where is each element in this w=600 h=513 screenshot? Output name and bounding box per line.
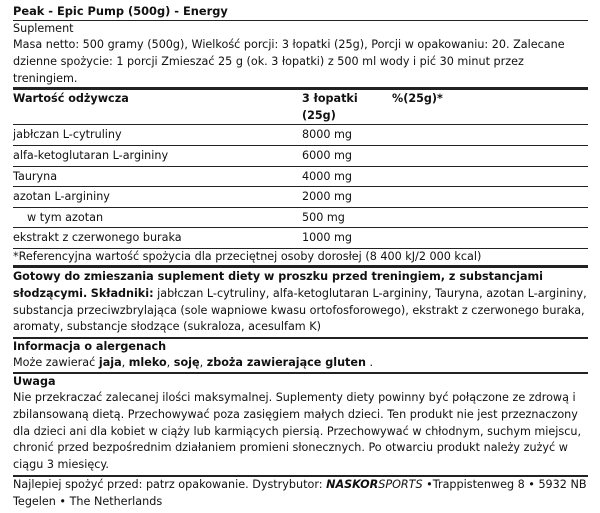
nutrition-row	[13, 145, 588, 166]
allergen-item: jaja	[98, 356, 122, 370]
nutrition-row	[13, 187, 588, 208]
allergen-item: soję	[173, 356, 200, 370]
nutrient-name: w tym azotan	[13, 207, 302, 228]
ingredients-section	[13, 268, 588, 336]
footer-line	[13, 477, 588, 510]
nutrition-row	[13, 125, 588, 146]
distributor-address: •Trappistenweg 8 • 5932 NB Tegelen • The Netherlands	[13, 478, 587, 508]
distributor-brand-rest: SPORTS	[378, 478, 423, 492]
nutrition-row	[13, 166, 588, 187]
nutrition-row	[13, 228, 588, 248]
nutrition-rows	[13, 125, 588, 248]
product-intro: Masa netto: 500 gramy (500g), Wielkość porcji: 3 łopatki (25g), Porcji w opakowaniu: 20. Zalecane dzienne spożycie: 1 porcji Zmieszać 25 g (ok. 3 łopatki) z 500 ml wody i pić 30 minut przez treningiem.	[13, 38, 565, 85]
allergens-prefix: Może zawierać	[13, 356, 96, 370]
nutrient-name: Tauryna	[13, 166, 302, 187]
nutrient-name: jabłczan L-cytruliny	[13, 125, 302, 146]
nutrient-value: 8000 mg	[302, 125, 392, 146]
ingredients-intro: Gotowy do zmieszania suplement diety w proszku przed treningiem, z substancjami słodzącymi.	[13, 270, 543, 300]
distributor-brand-bold: NASKOR	[326, 478, 379, 492]
nutrient-percent	[392, 187, 588, 208]
nutrient-value: 1000 mg	[302, 228, 392, 248]
nutrient-value: 500 mg	[302, 207, 392, 228]
warning-text: Nie przekraczać zalecanej ilości maksymalnej. Suplementy diety powinny być połączone ze zdrową i zbilansowaną dietą. Przechowywać poza zasięgiem małych dzieci. Ten produkt nie jest przeznaczony dla dzieci ani dla kobiet w ciąży lub karmiących piersią. Przechowywać w chłodnym, suchym miejscu, chronić przed bezpośrednim działaniem promieni słonecznych. Po otwarciu produkt należy zużyć w ciągu 3 miesięcy.	[13, 391, 582, 471]
warning-heading: Uwaga	[13, 374, 56, 388]
nutrition-row	[13, 207, 588, 228]
header-percent: %(25g)*	[392, 92, 443, 106]
nutrient-percent	[392, 166, 588, 187]
header-nutrient: Wartość odżywcza	[13, 92, 129, 106]
nutrient-value: 6000 mg	[302, 145, 392, 166]
allergen-item: zboża zawierające gluten	[206, 356, 366, 370]
allergen-items: jaja, mleko, soję, zboża zawierające gluten	[98, 356, 366, 370]
nutrient-value: 4000 mg	[302, 166, 392, 187]
product-type: Suplement	[13, 21, 74, 35]
nutrient-percent	[392, 228, 588, 248]
nutrient-name: azotan L-argininy	[13, 187, 302, 208]
nutrition-header-row	[13, 90, 588, 125]
nutrient-name: ekstrakt z czerwonego buraka	[13, 228, 302, 248]
allergens-heading: Informacja o alergenach	[13, 339, 167, 353]
header-portion: 3 łopatki (25g)	[302, 92, 358, 122]
best-before-distributor: Najlepiej spożyć przed: patrz opakowanie. Dystrybutor:	[13, 478, 323, 492]
reference-footnote: *Referencyjna wartość spożycia dla przeciętnej osoby dorosłej (8 400 kJ/2 000 kcal)	[13, 249, 482, 263]
nutrient-percent	[392, 125, 588, 146]
nutrient-name: alfa-ketoglutaran L-argininy	[13, 145, 302, 166]
allergens-suffix: .	[369, 356, 374, 370]
allergens-line	[13, 355, 588, 372]
allergen-item: mleko	[128, 356, 167, 370]
nutrient-value: 2000 mg	[302, 187, 392, 208]
nutrition-table	[13, 90, 588, 248]
nutrient-percent	[392, 207, 588, 228]
ingredients-list: jabłczan L-cytruliny, alfa-ketoglutaran L-argininy, Tauryna, azotan L-argininy, substancja przeciwzbrylająca (sole wapniowe kwasu ortofosforowego), ekstrakt z czerwonego buraka, aromaty, substancje słodzące (sukraloza, acesulfam K)	[13, 286, 587, 334]
product-title: Peak - Epic Pump (500g) - Energy	[13, 4, 228, 18]
ingredients-label: Składniki:	[90, 286, 154, 300]
nutrient-percent	[392, 145, 588, 166]
